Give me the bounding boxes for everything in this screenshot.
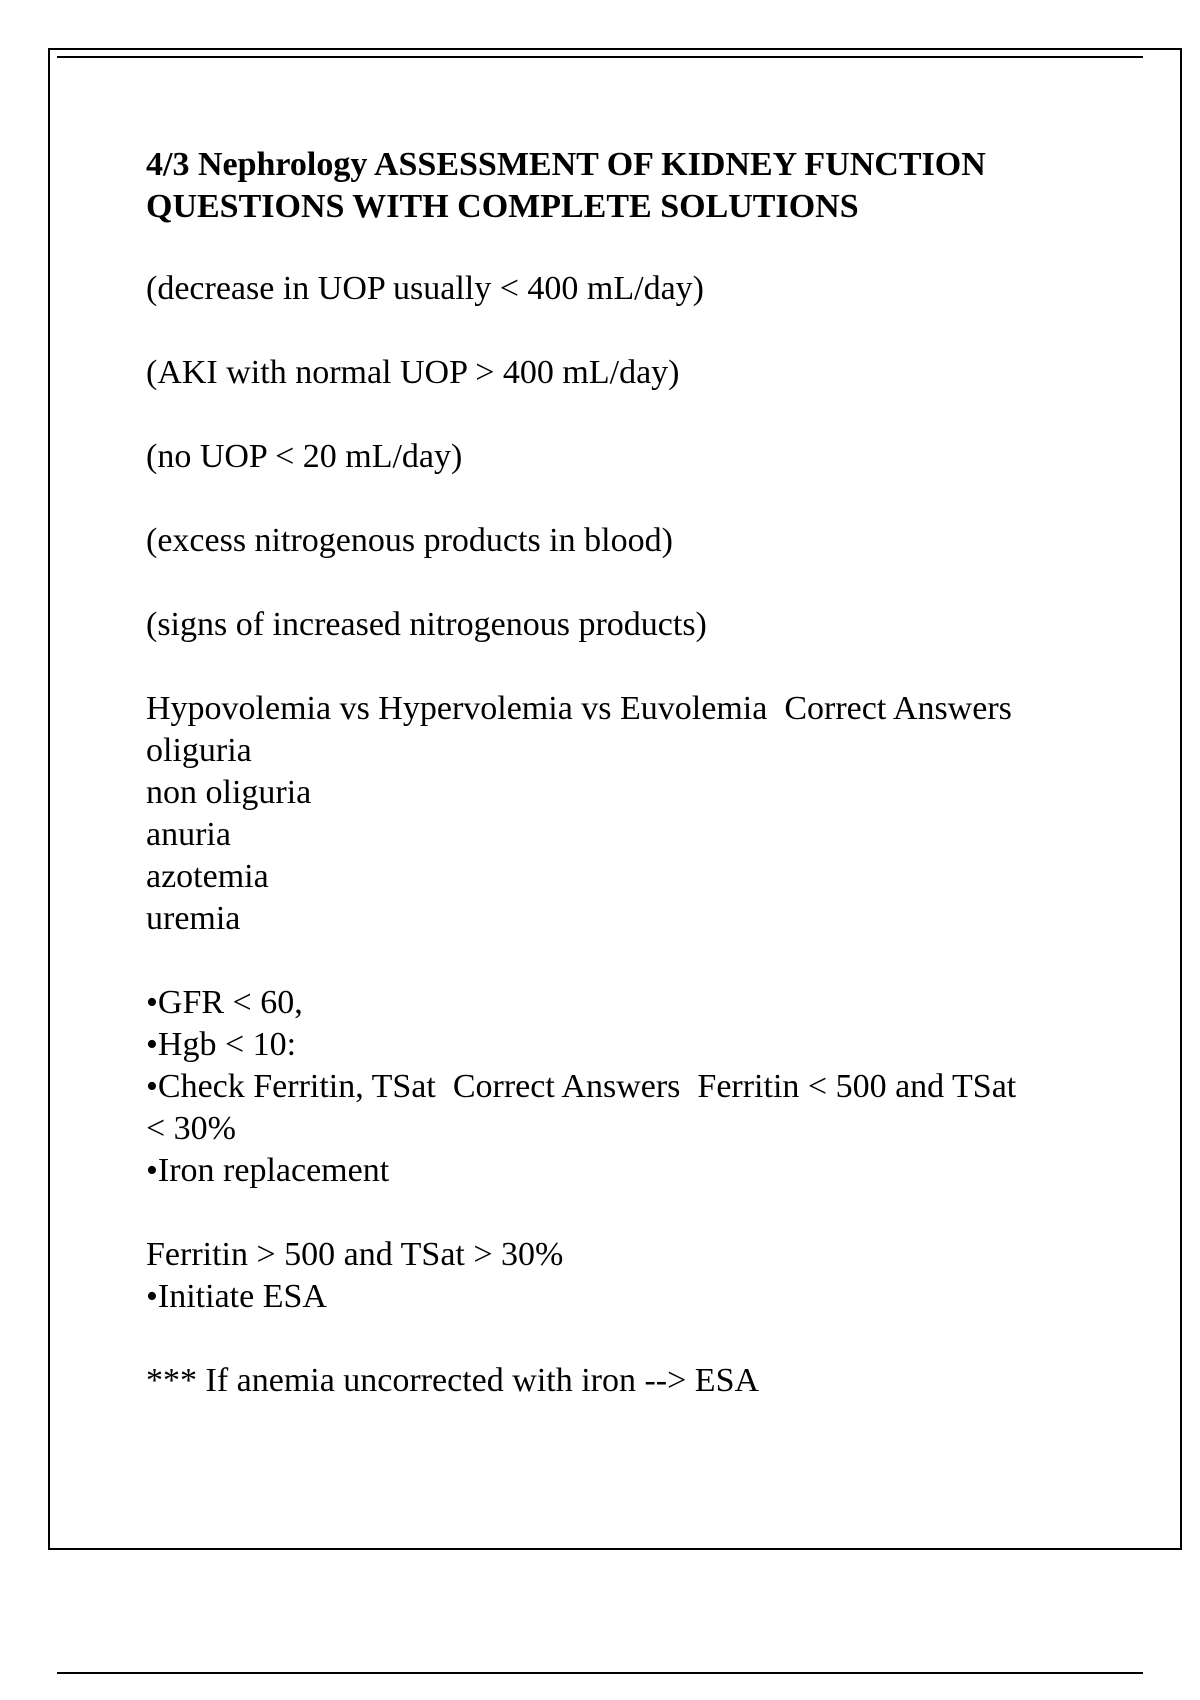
volemia-answer: non oliguria [146,774,312,811]
volemia-answer: oliguria [146,732,252,769]
volemia-block [146,688,1106,940]
definition-azotemia: (excess nitrogenous products in blood) [146,522,673,559]
volemia-question: Hypovolemia vs Hypervolemia vs Euvolemia Correct Answers [146,690,1012,727]
bottom-rule [57,1672,1143,1674]
definition-oliguria: (decrease in UOP usually < 400 mL/day) [146,270,704,307]
document-title [146,144,1106,228]
top-rule [57,56,1143,58]
volemia-answer: azotemia [146,858,269,895]
esa-line: Ferritin > 500 and TSat > 30% [146,1236,564,1273]
esa-block [146,1234,1106,1318]
anemia-line: •Check Ferritin, TSat Correct Answers Ferritin < 500 and TSat [146,1068,1017,1105]
volemia-answer: anuria [146,816,231,853]
anemia-line: < 30% [146,1110,236,1147]
anemia-block [146,982,1106,1192]
volemia-answer: uremia [146,900,241,937]
anemia-line: •Iron replacement [146,1152,390,1189]
definition-anuria: (no UOP < 20 mL/day) [146,438,463,475]
esa-note: *** If anemia uncorrected with iron --> ESA [146,1362,760,1399]
definition-non-oliguria: (AKI with normal UOP > 400 mL/day) [146,354,680,391]
anemia-line: •GFR < 60, [146,984,303,1021]
title-line-2: QUESTIONS WITH COMPLETE SOLUTIONS [146,188,859,225]
definition-uremia: (signs of increased nitrogenous products) [146,606,707,643]
document-content [146,144,1106,1444]
title-line-1: 4/3 Nephrology ASSESSMENT OF KIDNEY FUNCTION [146,146,986,183]
anemia-line: •Hgb < 10: [146,1026,297,1063]
esa-line: •Initiate ESA [146,1278,327,1315]
